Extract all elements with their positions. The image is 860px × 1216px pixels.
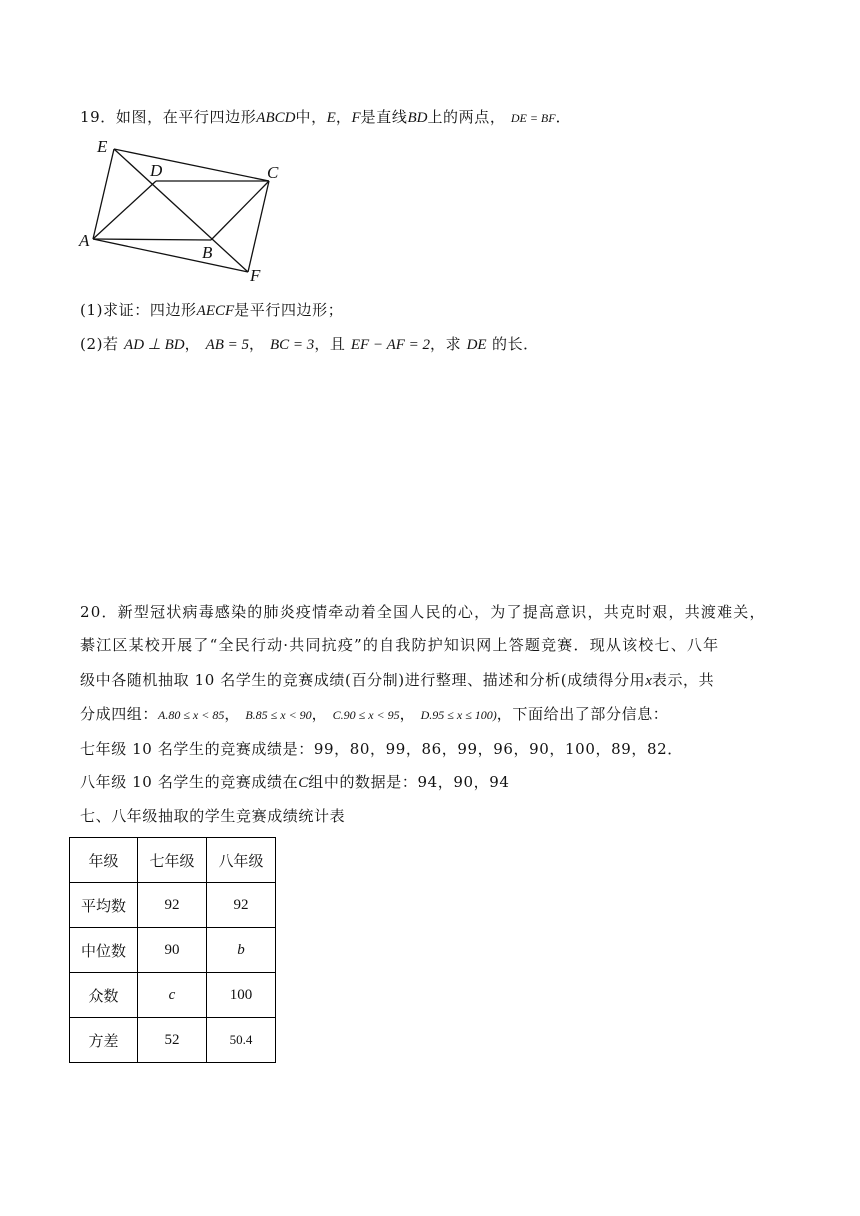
table-header-cell: 八年级 bbox=[207, 838, 276, 883]
table-row bbox=[70, 928, 276, 973]
q19-text: 中， bbox=[295, 108, 327, 126]
q19-text: 如图，在平行四边形 bbox=[115, 108, 257, 126]
label-C: C bbox=[267, 163, 279, 182]
label-D: D bbox=[150, 161, 163, 180]
table-row bbox=[70, 973, 276, 1018]
q19-de-bf: DE = BF bbox=[510, 111, 556, 125]
table-cell: 92 bbox=[207, 883, 276, 928]
part2-text: ，求 bbox=[430, 335, 462, 353]
part2-de: DE bbox=[466, 337, 487, 353]
table-cell: 52 bbox=[138, 1018, 207, 1063]
segment-EF bbox=[114, 149, 248, 272]
table-header-cell: 七年级 bbox=[138, 838, 207, 883]
part2-text: ， bbox=[249, 335, 265, 353]
table-cell: 50.4 bbox=[207, 1018, 276, 1063]
q19-stem bbox=[80, 107, 571, 128]
part1-text: 是平行四边形； bbox=[234, 301, 344, 319]
group-a: A.80 ≤ x < 85 bbox=[158, 708, 225, 722]
part2-text: ， bbox=[184, 335, 201, 353]
part2-text: ，且 bbox=[314, 335, 346, 353]
parallelogram-figure bbox=[74, 138, 294, 288]
part2-cond: EF − AF = 2 bbox=[350, 337, 431, 353]
group-d: D.95 ≤ x ≤ 100) bbox=[420, 708, 497, 722]
part2-cond: AD ⊥ BD bbox=[124, 337, 185, 353]
q19-text: ． bbox=[555, 108, 572, 126]
q19-part1 bbox=[80, 300, 343, 321]
table-cell: 90 bbox=[138, 928, 207, 973]
table-row bbox=[70, 883, 276, 928]
q19-abcd: ABCD bbox=[256, 110, 296, 126]
table-header-row bbox=[70, 838, 276, 883]
part1-text: (1)求证：四边形 bbox=[80, 301, 197, 319]
table-cell: 100 bbox=[207, 973, 276, 1018]
table-cell: 方差 bbox=[70, 1018, 138, 1063]
segment-AD bbox=[93, 181, 156, 239]
q19-bd: BD bbox=[407, 110, 428, 126]
q20-line6 bbox=[80, 772, 510, 793]
label-F: F bbox=[250, 266, 261, 285]
q19-f: F bbox=[351, 110, 361, 126]
table-cell: 众数 bbox=[70, 973, 138, 1018]
figure-lines bbox=[93, 149, 269, 272]
q20-text: 表示，共 bbox=[651, 671, 715, 689]
segment-AE bbox=[93, 149, 114, 239]
part2-text: 的长． bbox=[491, 335, 539, 353]
group-c: C.90 ≤ x < 95 bbox=[332, 708, 400, 722]
q19-e: E bbox=[326, 110, 336, 126]
part1-aecf: AECF bbox=[196, 303, 235, 319]
q20-c: C bbox=[298, 775, 309, 791]
q19-text: ， bbox=[335, 108, 352, 126]
q19-text: 上的两点， bbox=[427, 108, 506, 126]
table-row bbox=[70, 1018, 276, 1063]
q20-text: 八年级 10 名学生的竞赛成绩在 bbox=[80, 773, 299, 791]
q20-line4: 分成四组：A.80 ≤ x < 85， B.85 ≤ x < 90， C.90 ≤ x < 95， D.95 ≤ x ≤ 100)，下面给出了部分信息： bbox=[80, 705, 669, 723]
table-cell: 中位数 bbox=[70, 928, 138, 973]
q20-line1: 20．新型冠状病毒感染的肺炎疫情牵动着全国人民的心，为了提高意识，共克时艰，共渡难关， bbox=[80, 603, 766, 621]
part2-cond: AB = 5 bbox=[205, 337, 250, 353]
table-cell: c bbox=[138, 973, 207, 1018]
segment-CF bbox=[248, 181, 269, 272]
part2-text: (2)若 bbox=[80, 335, 119, 353]
q20-text: 组中的数据是：94，90，94 bbox=[308, 773, 510, 791]
q20-line5: 七年级 10 名学生的竞赛成绩是：99，80，99，86，99，96，90，100，89，82． bbox=[80, 740, 683, 758]
stats-table bbox=[69, 837, 276, 1063]
part2-cond: BC = 3 bbox=[270, 337, 315, 353]
table-cell: 92 bbox=[138, 883, 207, 928]
segment-BA bbox=[93, 239, 211, 240]
segment-FA bbox=[93, 239, 248, 272]
label-E: E bbox=[97, 138, 108, 156]
table-cell: b bbox=[207, 928, 276, 973]
label-B: B bbox=[202, 243, 213, 262]
q20-text: 分成四组： bbox=[80, 705, 159, 723]
q20-line3 bbox=[80, 670, 714, 691]
q20-text: 级中各随机抽取 10 名学生的竞赛成绩(百分制)进行整理、描述和分析(成绩得分用 bbox=[80, 671, 646, 689]
table-header-cell: 年级 bbox=[70, 838, 138, 883]
table-cell: 平均数 bbox=[70, 883, 138, 928]
table-title: 七、八年级抽取的学生竞赛成绩统计表 bbox=[80, 807, 346, 825]
label-A: A bbox=[79, 231, 90, 250]
group-b: B.85 ≤ x < 90 bbox=[245, 708, 312, 722]
q19-text: 是直线 bbox=[360, 108, 408, 126]
q20-x: x bbox=[645, 673, 652, 689]
q19-number: 19． bbox=[80, 108, 116, 126]
q19-part2 bbox=[80, 334, 539, 355]
segment-EC bbox=[114, 149, 269, 181]
q20-line2: 綦江区某校开展了“全民行动·共同抗疫”的自我防护知识网上答题竞赛．现从该校七、八年 bbox=[80, 636, 720, 654]
segment-CB bbox=[211, 181, 269, 240]
q20-text: ，下面给出了部分信息： bbox=[496, 705, 669, 723]
